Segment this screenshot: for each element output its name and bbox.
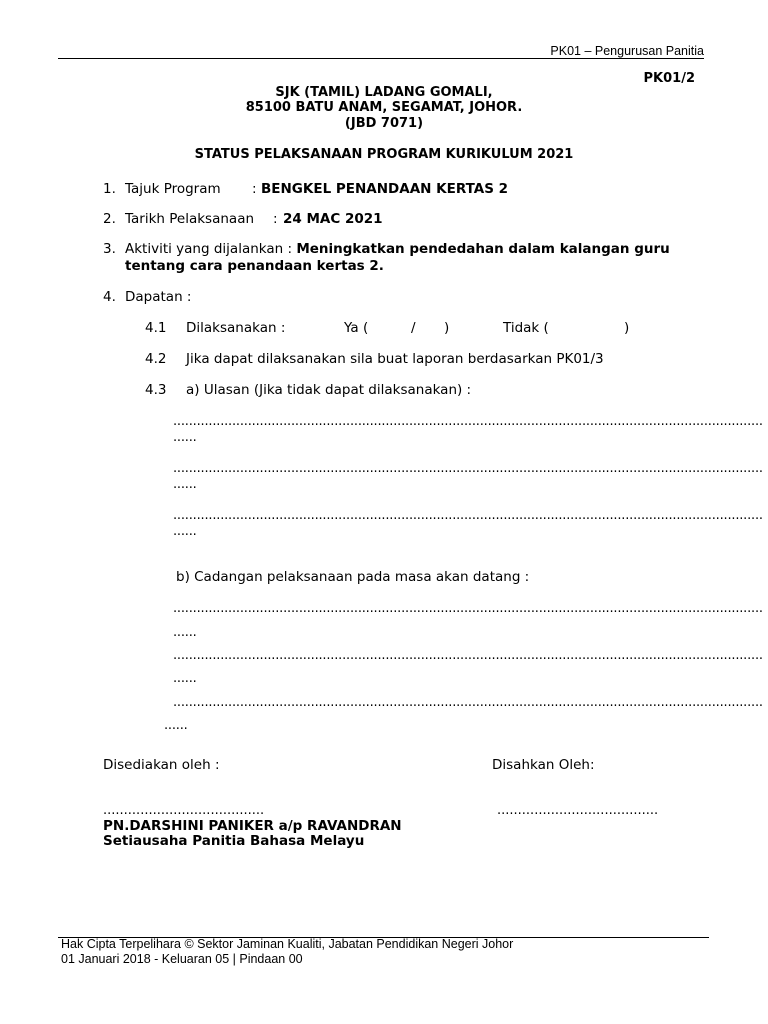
tidak-option-label: Tidak ( <box>503 320 549 336</box>
tajuk-program-value: BENGKEL PENANDAAN KERTAS 2 <box>261 181 509 197</box>
footer-revision: 01 Januari 2018 - Keluaran 05 | Pindaan 00 <box>61 952 303 966</box>
tarikh-pelaksanaan-separator: : <box>273 211 278 227</box>
tajuk-program-separator: : <box>252 181 257 197</box>
cadangan-line-2-tail: ...... <box>173 671 197 686</box>
cadangan-line-2: ...................................................................................................................................................... <box>173 648 763 663</box>
school-code: (JBD 7071) <box>344 116 424 131</box>
dapatan-label: Dapatan : <box>125 289 192 305</box>
prepared-by-label: Disediakan oleh : <box>103 757 220 773</box>
cadangan-line-1-tail: ...... <box>173 625 197 640</box>
ya-checkmark: / <box>411 320 416 336</box>
school-address: 85100 BATU ANAM, SEGAMAT, JOHOR. <box>245 100 523 115</box>
item-number-2: 2. <box>103 211 116 227</box>
tarikh-pelaksanaan-value: 24 MAC 2021 <box>283 211 383 227</box>
dilaksanakan-label: Dilaksanakan : <box>186 320 286 336</box>
prepared-signature-line: ....................................... <box>103 803 265 818</box>
item-number-3: 3. <box>103 241 116 257</box>
sub-number-4-2: 4.2 <box>145 351 167 367</box>
cadangan-line-3-tail: ...... <box>164 718 188 733</box>
header-text: PK01 – Pengurusan Panitia <box>550 44 704 58</box>
item-number-1: 1. <box>103 181 116 197</box>
tajuk-program-label: Tajuk Program <box>125 181 221 197</box>
cadangan-line-1: ...................................................................................................................................................... <box>173 601 763 616</box>
form-code: PK01/2 <box>643 71 695 86</box>
footer-copyright: Hak Cipta Terpelihara © Sektor Jaminan Kualiti, Jabatan Pendidikan Negeri Johor <box>61 937 514 951</box>
sub-number-4-1: 4.1 <box>145 320 167 336</box>
approved-by-label: Disahkan Oleh: <box>492 757 595 773</box>
ulasan-label: a) Ulasan (Jika tidak dapat dilaksanakan) : <box>186 382 472 398</box>
aktiviti-label: Aktiviti yang dijalankan : <box>125 241 293 257</box>
cadangan-label: b) Cadangan pelaksanaan pada masa akan datang : <box>176 569 530 585</box>
sub-number-4-3: 4.3 <box>145 382 167 398</box>
cadangan-line-3: ...................................................................................................................................................... <box>173 695 763 710</box>
ulasan-line-3-tail: ...... <box>173 524 197 539</box>
aktiviti-value: Meningkatkan pendedahan dalam kalangan guru tentang cara penandaan kertas 2. <box>125 241 670 274</box>
ulasan-line-1-tail: ...... <box>173 430 197 445</box>
ulasan-line-1: ...................................................................................................................................................... <box>173 414 763 429</box>
header-rule <box>58 58 704 59</box>
ya-option-label: Ya ( <box>344 320 369 336</box>
ya-option-close: ) <box>444 320 450 336</box>
tarikh-pelaksanaan-label: Tarikh Pelaksanaan <box>125 211 255 227</box>
ulasan-line-2: ...................................................................................................................................................... <box>173 461 763 476</box>
laporan-instruction: Jika dapat dilaksanakan sila buat laporan berdasarkan PK01/3 <box>186 351 604 367</box>
preparer-position: Setiausaha Panitia Bahasa Melayu <box>103 833 365 849</box>
aktiviti-row <box>125 241 710 274</box>
tidak-option-close: ) <box>624 320 630 336</box>
ulasan-line-2-tail: ...... <box>173 477 197 492</box>
school-name: SJK (TAMIL) LADANG GOMALI, <box>275 85 493 100</box>
preparer-name: PN.DARSHINI PANIKER a/p RAVANDRAN <box>103 818 402 834</box>
document-title: STATUS PELAKSANAAN PROGRAM KURIKULUM 2021 <box>194 147 574 162</box>
item-number-4: 4. <box>103 289 116 305</box>
approved-signature-line: ....................................... <box>497 803 659 818</box>
ulasan-line-3: ...................................................................................................................................................... <box>173 508 763 523</box>
